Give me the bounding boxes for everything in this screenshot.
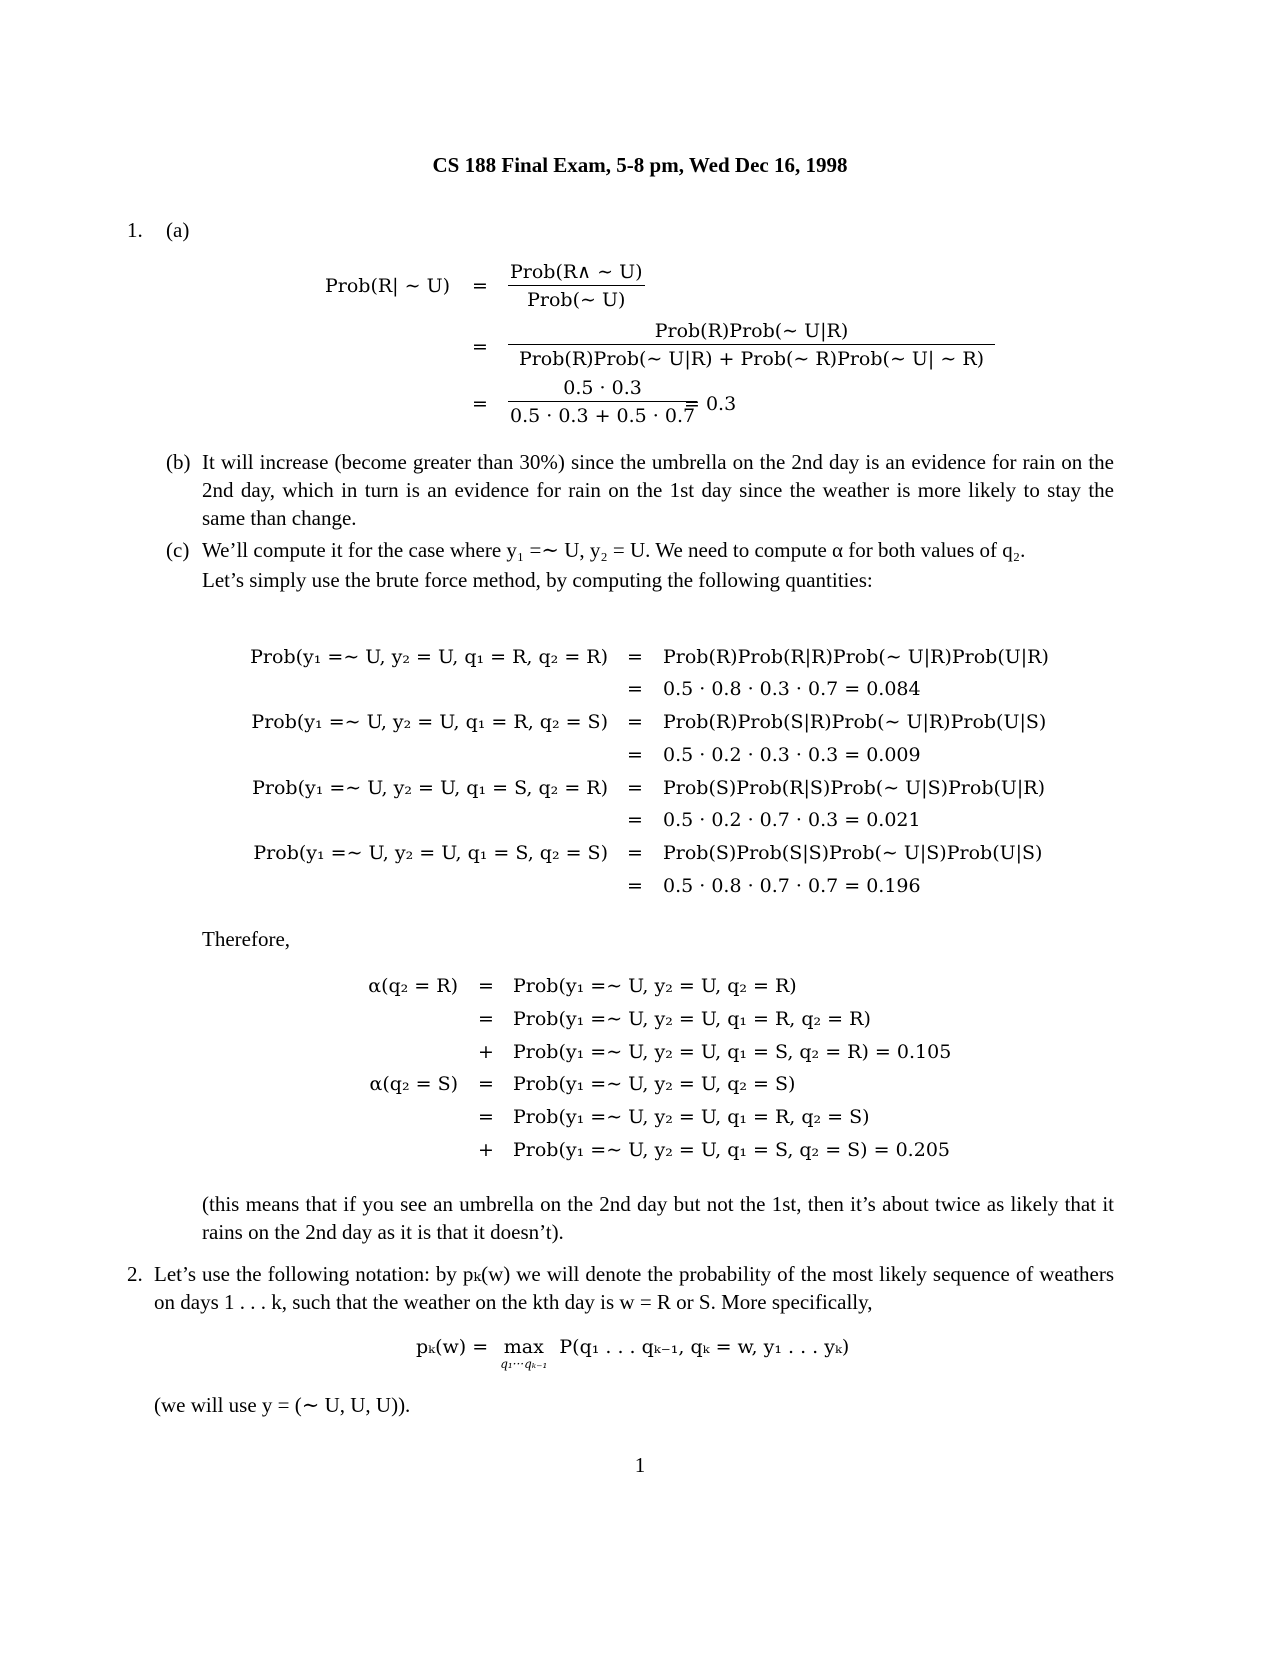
alpha-row-4-rhs: Prob(y₁ =∼ U, y₂ = U, q₂ = S) <box>513 1073 796 1095</box>
joint-row-2-eq: = <box>627 678 643 700</box>
part-a-fraction-1 <box>508 261 645 311</box>
joint-row-6-eq: = <box>627 809 643 831</box>
alpha-row-5-op: = <box>478 1106 494 1128</box>
part-a-fraction-2 <box>508 320 995 370</box>
joint-row-3-rhs: Prob(R)Prob(S|R)Prob(∼ U|R)Prob(U|S) <box>663 711 1047 733</box>
part-c-line-2: Let’s simply use the brute force method, by computing the following quantities: <box>202 568 873 592</box>
alpha-row-6-rhs: Prob(y₁ =∼ U, y₂ = U, q₁ = S, q₂ = S) = 0.205 <box>513 1139 950 1161</box>
alpha-row-2-rhs: Prob(y₁ =∼ U, y₂ = U, q₁ = R, q₂ = R) <box>513 1008 871 1030</box>
joint-row-2-rhs: 0.5 · 0.8 · 0.3 · 0.7 = 0.084 <box>663 678 921 700</box>
joint-row-6-rhs: 0.5 · 0.2 · 0.7 · 0.3 = 0.021 <box>663 809 921 831</box>
question-1-number: 1. <box>127 218 143 242</box>
joint-row-7-eq: = <box>627 842 643 864</box>
alpha-row-1-rhs: Prob(y₁ =∼ U, y₂ = U, q₂ = R) <box>513 975 797 997</box>
alpha-row-3-op: + <box>478 1041 494 1063</box>
page-title: CS 188 Final Exam, 5-8 pm, Wed Dec 16, 1998 <box>432 153 848 177</box>
fraction-3-numerator: 0.5 · 0.3 <box>563 377 642 399</box>
fraction-2-denominator: Prob(R)Prob(∼ U|R) + Prob(∼ R)Prob(∼ U| ∼ R) <box>508 344 995 370</box>
alpha-row-2-op: = <box>478 1008 494 1030</box>
fraction-1-numerator: Prob(R∧ ∼ U) <box>510 261 643 283</box>
alpha-row-1-lhs: α(q₂ = R) <box>368 975 458 997</box>
page-number: 1 <box>634 1453 646 1477</box>
part-a-result: = 0.3 <box>684 393 737 415</box>
joint-row-8-rhs: 0.5 · 0.8 · 0.7 · 0.7 = 0.196 <box>663 875 921 897</box>
joint-row-4-eq: = <box>627 744 643 766</box>
joint-row-7-lhs: Prob(y₁ =∼ U, y₂ = U, q₁ = S, q₂ = S) <box>253 842 608 864</box>
question-2-note: (we will use y = (∼ U, U, U)). <box>154 1393 411 1417</box>
fraction-2-numerator: Prob(R)Prob(∼ U|R) <box>654 320 849 342</box>
part-a-eq-3: = <box>472 393 488 415</box>
part-a-eq-1: = <box>472 275 488 297</box>
question-2-text: Let’s use the following notation: by pₖ(w) we will denote the probability of the most likely sequence of weathers on days 1 . . . k, such that the weather on the kth day is w = R or S. More specifically, <box>154 1262 1114 1314</box>
alpha-row-5-rhs: Prob(y₁ =∼ U, y₂ = U, q₁ = R, q₂ = S) <box>513 1106 870 1128</box>
therefore-text: Therefore, <box>202 927 291 951</box>
joint-row-7-rhs: Prob(S)Prob(S|S)Prob(∼ U|S)Prob(U|S) <box>663 842 1043 864</box>
joint-row-5-rhs: Prob(S)Prob(R|S)Prob(∼ U|S)Prob(U|R) <box>663 777 1046 799</box>
part-a-fraction-3 <box>508 377 697 427</box>
part-b-label: (b) <box>166 450 191 474</box>
joint-row-5-lhs: Prob(y₁ =∼ U, y₂ = U, q₁ = S, q₂ = R) <box>252 777 608 799</box>
alpha-row-4-lhs: α(q₂ = S) <box>369 1073 458 1095</box>
question-2-formula <box>416 1336 849 1370</box>
part-c-label: (c) <box>166 538 190 562</box>
joint-row-3-eq: = <box>627 711 643 733</box>
joint-row-3-lhs: Prob(y₁ =∼ U, y₂ = U, q₁ = R, q₂ = S) <box>251 711 608 733</box>
question-2-number: 2. <box>127 1262 143 1286</box>
part-a-label: (a) <box>166 218 190 242</box>
alpha-row-6-op: + <box>478 1139 494 1161</box>
formula-rhs: P(q₁ . . . qₖ₋₁, qₖ = w, y₁ . . . yₖ) <box>559 1336 850 1358</box>
alpha-row-3-rhs: Prob(y₁ =∼ U, y₂ = U, q₁ = S, q₂ = R) = 0.105 <box>513 1041 952 1063</box>
formula-max-limits: q₁···qₖ₋₁ <box>500 1357 548 1371</box>
joint-row-1-lhs: Prob(y₁ =∼ U, y₂ = U, q₁ = R, q₂ = R) <box>250 646 608 668</box>
fraction-1-denominator: Prob(∼ U) <box>508 285 645 311</box>
formula-max: max <box>503 1336 544 1358</box>
formula-lhs: pₖ(w) = <box>416 1336 489 1358</box>
part-a-eq-2: = <box>472 336 488 358</box>
formula-max-operator <box>500 1336 547 1370</box>
part-b-text: It will increase (become greater than 30%) since the umbrella on the 2nd day is an evidence for rain on the 2nd day, which in turn is an evidence for rain on the 1st day since the weather is more likely to stay the same than change. <box>202 450 1114 530</box>
joint-row-1-rhs: Prob(R)Prob(R|R)Prob(∼ U|R)Prob(U|R) <box>663 646 1049 668</box>
joint-row-4-rhs: 0.5 · 0.2 · 0.3 · 0.3 = 0.009 <box>663 744 921 766</box>
joint-row-8-eq: = <box>627 875 643 897</box>
joint-row-1-eq: = <box>627 646 643 668</box>
fraction-3-denominator: 0.5 · 0.3 + 0.5 · 0.7 <box>508 401 697 427</box>
part-a-lhs: Prob(R| ∼ U) <box>324 275 450 297</box>
part-c-line-1: We’ll compute it for the case where y₁ =∼ U, y₂ = U. We need to compute α for both values of q₂. <box>202 538 1026 562</box>
joint-row-5-eq: = <box>627 777 643 799</box>
question-1-closing: (this means that if you see an umbrella on the 2nd day but not the 1st, then it’s about twice as likely that it rains on the 2nd day as it is that it doesn’t). <box>202 1192 1114 1244</box>
alpha-row-1-op: = <box>478 975 494 997</box>
alpha-row-4-op: = <box>478 1073 494 1095</box>
